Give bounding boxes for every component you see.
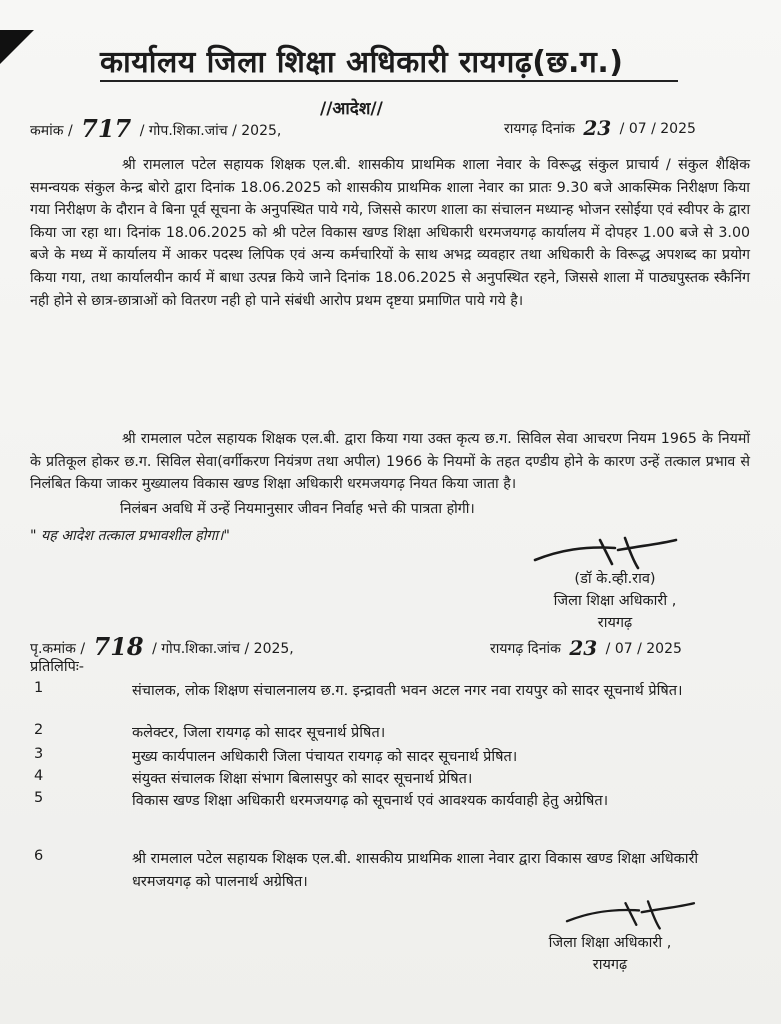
copy-to-item-number: 1 (34, 680, 44, 696)
copy-number-suffix: / गोप.शिका.जांच / 2025, (152, 641, 294, 657)
officer-place-2: रायगढ़ (592, 957, 628, 973)
copy-to-item-number: 6 (34, 848, 44, 864)
copy-to-item-text: कलेक्टर, जिला रायगढ़ को सादर सूचनार्थ प्रेषित। (132, 725, 386, 741)
copy-date-day: 23 (569, 636, 598, 660)
copy-to-item-text: विकास खण्ड शिक्षा अधिकारी धरमजयगढ़ को सूचनार्थ एवं आवश्यक कार्यवाही हेतु अग्रेषित। (132, 793, 609, 809)
copy-to-item-text: श्री रामलाल पटेल सहायक शिक्षक एल.बी. शासकीय प्राथमिक शाला नेवार द्वारा विकास खण्ड शिक्षा अधिकारी धरमजयगढ़ को पालनार्थ अग्रेषित। (132, 851, 699, 890)
order-paragraph-1: श्री रामलाल पटेल सहायक शिक्षक एल.बी. शासकीय प्राथमिक शाला नेवार के विरूद्ध संकुल प्राचार्य / संकुल शैक्षिक समन्वयक संकुल केन्द्र बोरो द्वारा दिनांक 18.06.2025 को शासकीय प्राथमिक शाला नेवार का प्रातः 9.30 बजे आकस्मिक निरीक्षण किया गया निरीक्षण के दौरान वे बिना पूर्व सूचना के अनुपस्थित पाये गये, जिससे कारण शाला का संचालन मध्यान्ह भोजन रसोईया एवं स्वीपर के द्वारा किया जा रहा था। दिनांक 18.06.2025 को श्री पटेल विकास खण्ड शिक्षा अधिकारी धरमजयगढ़ कार्यालय में दोपहर 1.00 बजे से 3.00 बजे के मध्य में कार्यालय में आकर पदस्थ लिपिक एवं अन्य कर्मचारियों के साथ अभद्र व्यवहार तथा अधिकारी के विरूद्ध अपशब्द का प्रयोग किया गया, तथा कार्यालयीन कार्य में बाधा उत्पन्न किये जाने दिनांक 18.06.2025 से अनुपस्थित रहने, जिससे शाला में पाठ्यपुस्तक स्कैनिंग नही होने से छात्र-छात्राओं को वितरण नही हो पाने संबंधी आरोप प्रथम दृष्टया प्रमाणित पाये गये है। (30, 157, 750, 309)
signature-block-1 (520, 568, 710, 634)
order-paragraph-2: श्री रामलाल पटेल सहायक शिक्षक एल.बी. द्वारा किया गया उक्त कृत्य छ.ग. सिविल सेवा आचरण नियम 1965 के नियमों के प्रतिकूल होकर छ.ग. सिविल सेवा(वर्गीकरण नियंत्रण तथा अपील) 1966 के नियमों के तहत दण्डीय होने के कारण उन्हें तत्काल प्रभाव से निलंबित किया जाकर मुख्यालय विकास खण्ड शिक्षा अधिकारी धरमजयगढ़ नियत किया जाता है। (30, 431, 750, 493)
order-paragraph-3: निलंबन अवधि में उन्हें नियमानुसार जीवन निर्वाह भत्ते की पात्रता होगी। (120, 501, 475, 517)
officer-designation-2: जिला शिक्षा अधिकारी , (548, 935, 672, 951)
officer-designation: जिला शिक्षा अधिकारी , (553, 593, 677, 609)
order-date-month-year: / 07 / 2025 (619, 121, 696, 137)
order-number-suffix: / गोप.शिका.जांच / 2025, (139, 123, 282, 139)
signature-mark-2 (560, 896, 700, 932)
copy-number: 718 (93, 632, 144, 661)
order-date-day: 23 (583, 116, 612, 140)
copy-to-label: प्रतिलिपिः- (30, 659, 85, 675)
order-heading: //आदेश// (320, 99, 383, 119)
officer-name: (डॉ के.व्ही.राव) (574, 571, 656, 587)
copy-date-line (490, 636, 682, 660)
copy-to-item-number: 2 (34, 722, 44, 738)
title-underline (100, 80, 678, 82)
officer-place: रायगढ़ (597, 615, 633, 631)
copy-date-month-year: / 07 / 2025 (605, 641, 682, 657)
order-number-line (30, 114, 281, 143)
order-date-prefix: रायगढ़ दिनांक (504, 121, 575, 137)
office-title: कार्यालय जिला शिक्षा अधिकारी रायगढ़(छ.ग.) (100, 45, 624, 80)
order-number-prefix: कमांक / (30, 123, 73, 139)
order-effective-quote: " यह आदेश तत्काल प्रभावशील होगा।" (30, 528, 230, 544)
copy-to-item-text: मुख्य कार्यपालन अधिकारी जिला पंचायत रायगढ़ को सादर सूचनार्थ प्रेषित। (132, 749, 518, 765)
copy-to-item-number: 3 (34, 746, 44, 762)
copy-to-item-text: संयुक्त संचालक शिक्षा संभाग बिलासपुर को सादर सूचनार्थ प्रेषित। (132, 771, 473, 787)
signature-mark-1 (530, 532, 680, 572)
copy-to-item-number: 4 (34, 768, 44, 784)
copy-number-prefix: पृ.कमांक / (30, 641, 86, 657)
copy-to-item-number: 5 (34, 790, 44, 806)
order-number: 717 (81, 114, 132, 143)
copy-to-item-text: संचालक, लोक शिक्षण संचालनालय छ.ग. इन्द्रावती भवन अटल नगर नवा रायपुर को सादर सूचनार्थ प्रेषित। (132, 683, 683, 699)
copy-date-prefix: रायगढ़ दिनांक (490, 641, 561, 657)
order-date-line (504, 116, 696, 140)
signature-block-2 (515, 932, 705, 976)
corner-mark (0, 30, 34, 64)
